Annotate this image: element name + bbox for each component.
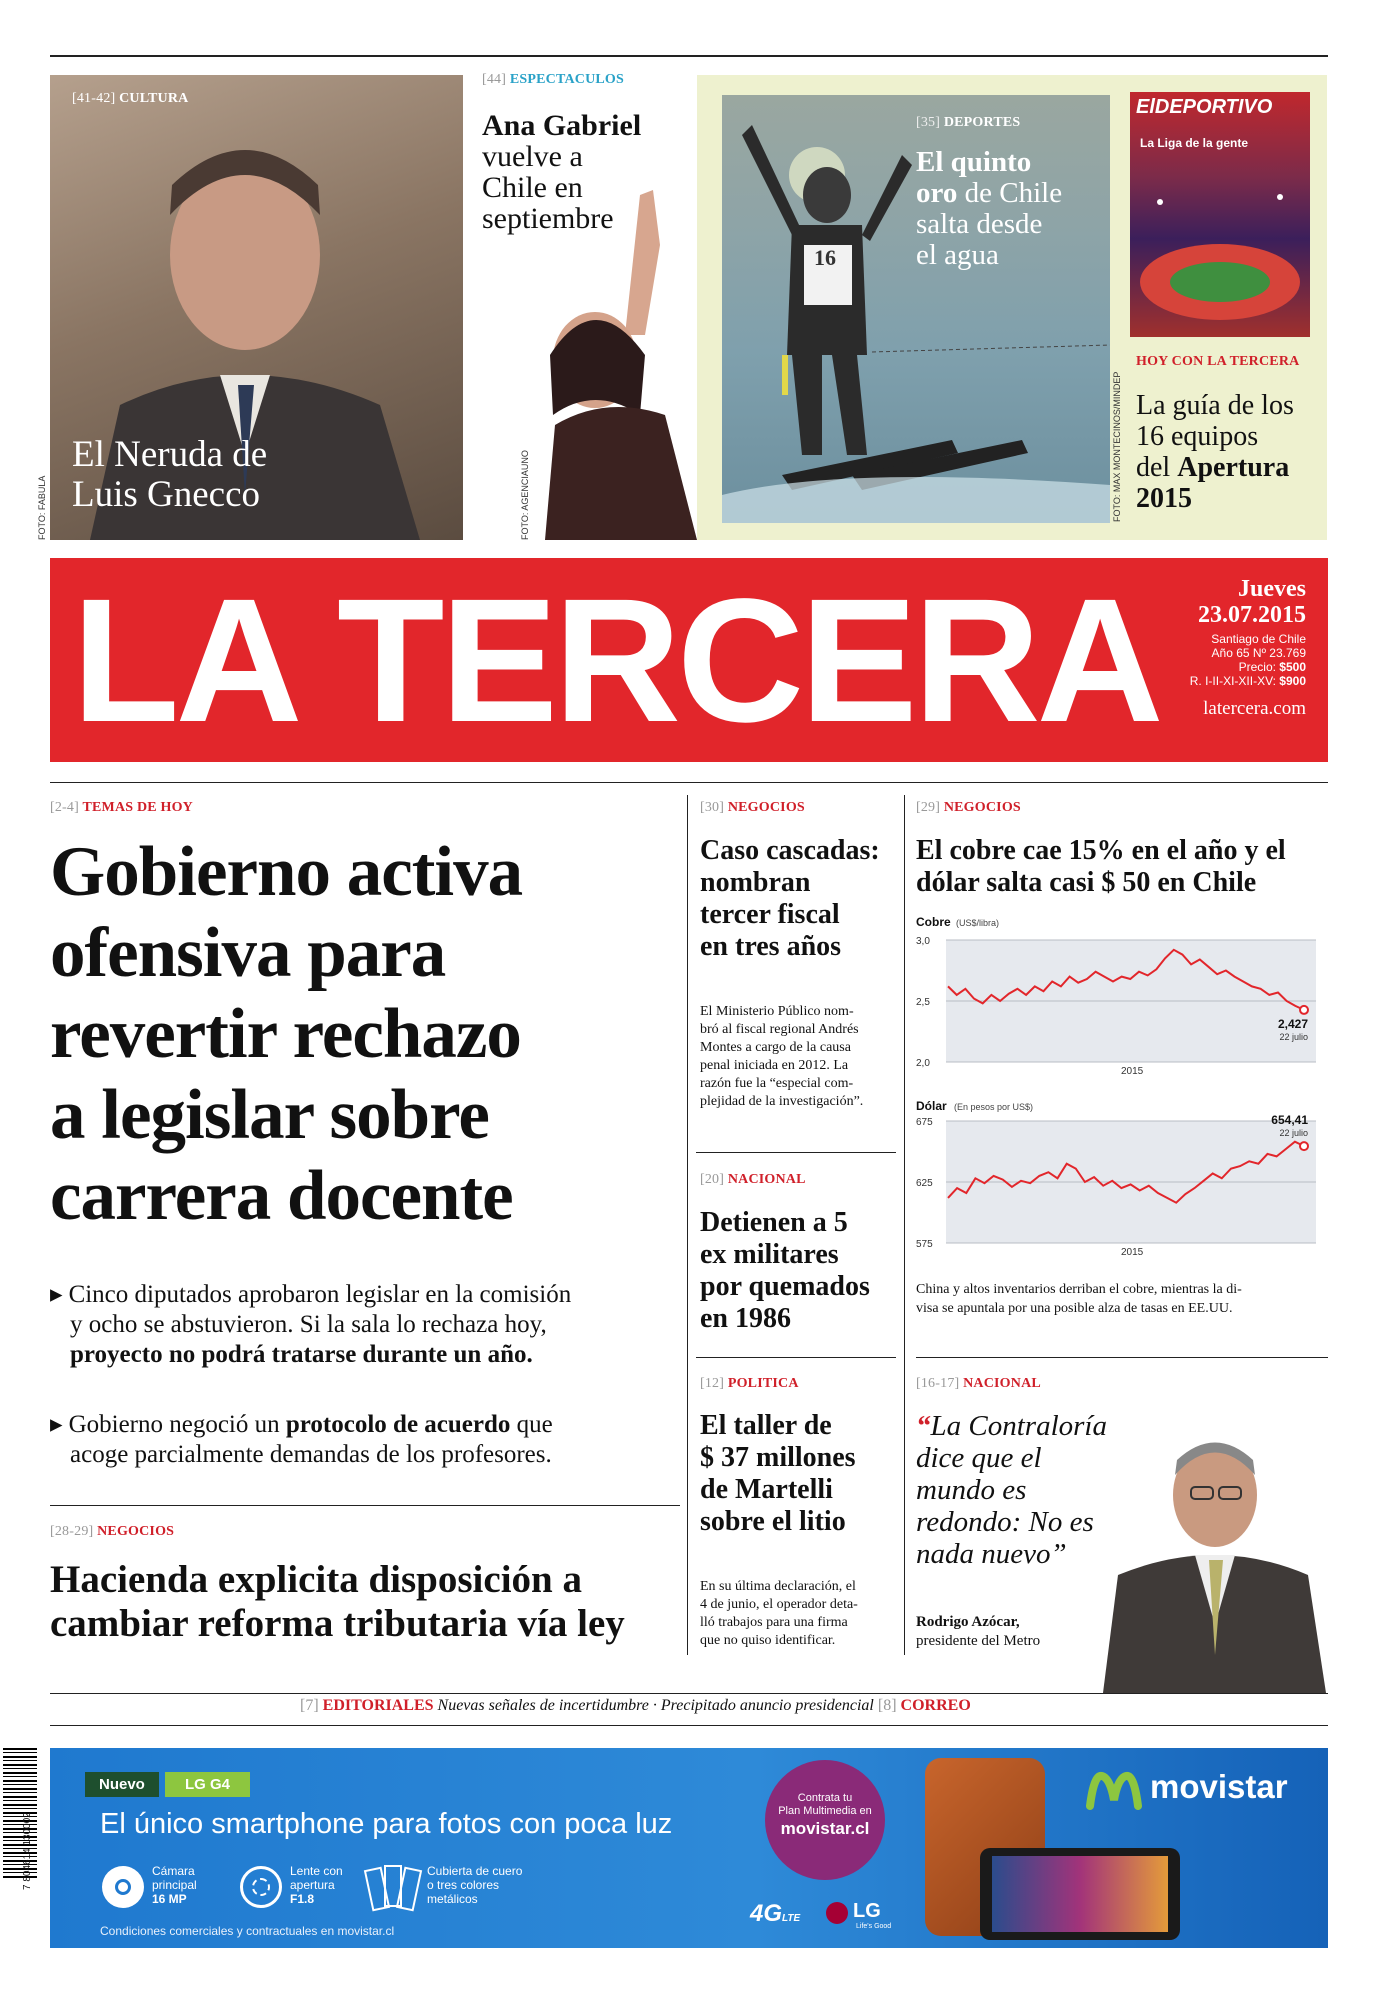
ad-feature-lens: Lente con apertura F1.8 [290, 1864, 343, 1906]
movistar-logo: movistar [1150, 1768, 1288, 1805]
azocar-photo[interactable] [1093, 1425, 1326, 1693]
cobre-chart-title: Cobre [916, 915, 951, 929]
cobre-last-point [1300, 1006, 1308, 1014]
deportes-photo[interactable] [722, 95, 1110, 523]
cobre-ytick-label: 3,0 [916, 936, 930, 947]
deportivo-magazine-cover[interactable] [1130, 92, 1310, 337]
dolar-last-point [1300, 1142, 1308, 1150]
azocar-quote[interactable]: “La Contraloría dice que el mundo es redondo: No es nada nuevo” [916, 1410, 1107, 1570]
dolar-chart-title: Dólar [916, 1099, 947, 1113]
movistar-m-icon [1086, 1770, 1142, 1810]
lg-g4-phone-front [980, 1848, 1180, 1940]
cultura-section: [41-42] CULTURA [72, 91, 189, 106]
cascadas-section: [30] NEGOCIOS [700, 800, 805, 815]
copper-price-chart [916, 912, 1328, 1082]
lg-logo-icon [826, 1902, 848, 1924]
militares-headline[interactable]: Detienen a 5 ex militares por quemados en 1986 [700, 1207, 870, 1334]
ad-plan-circle[interactable]: Contrata tu Plan Multimedia en movistar.cl [765, 1760, 885, 1880]
lg-logo: LG [853, 1900, 881, 1922]
ad-legal: Condiciones comerciales y contractuales en movistar.cl [100, 1924, 395, 1938]
ad-headline: El único smartphone para fotos con poca luz [100, 1808, 673, 1840]
phone-covers-icon [368, 1862, 416, 1910]
stadium-illustration [1130, 92, 1310, 337]
dolar-xtick-label: 2015 [1121, 1247, 1144, 1258]
masthead-info: Jueves 23.07.2015 Santiago de Chile Año 65 Nº 23.769 Precio: $500 R. I-II-XI-XII-XV: $900 latercera.com [1189, 576, 1306, 719]
quote-attribution: Rodrigo Azócar, presidente del Metro [916, 1614, 1041, 1649]
deportes-section: [35] DEPORTES [916, 115, 1021, 130]
cultura-credit: FOTO: FABULA [37, 475, 47, 540]
deportes-credit: FOTO: MAX MONTECINOS/MINDEP [1112, 371, 1122, 522]
cobre-last-value-label: 2,427 [1277, 1016, 1308, 1031]
4g-lte-logo: 4GLTE [750, 1900, 801, 1927]
militares-section: [20] NACIONAL [700, 1172, 806, 1187]
site-url[interactable]: latercera.com [1203, 698, 1306, 719]
deportivo-headline[interactable]: La guía de los 16 equipos del Apertura 2015 [1136, 390, 1294, 514]
cobre-ytick-label: 2,5 [916, 997, 930, 1008]
cobre-caption: China y altos inventarios derriban el cobre, mientras la di- visa se apuntala por una posible alza de tasas en EE.UU. [916, 1282, 1242, 1316]
cobre-chart-unit: (US$/libra) [956, 918, 1000, 928]
hacienda-section: [28-29] NEGOCIOS [50, 1524, 175, 1539]
la-tercera-logo[interactable]: LA TERCERA [72, 563, 1160, 759]
hacienda-headline[interactable]: Hacienda explicita disposición a cambiar reforma tributaria vía ley [50, 1558, 625, 1645]
cobre-xtick-label: 2015 [1121, 1066, 1144, 1077]
main-bullet-1: ▸ Cinco diputados aprobaron legislar en la comisión y ocho se abstuvieron. Si la sala lo rechaza hoy, proyecto no podrá tratarse durante un año. [50, 1280, 690, 1370]
dollar-price-chart [916, 1093, 1328, 1263]
deportivo-mag-sub: La Liga de la gente [1140, 136, 1249, 150]
dolar-ytick-label: 575 [916, 1239, 933, 1250]
cobre-ytick-label: 2,0 [916, 1058, 930, 1069]
barcode-number: 7 804614 130002 [22, 1812, 33, 1890]
lg-tagline: Life's Good [856, 1923, 892, 1930]
cobre-last-date-label: 22 julio [1279, 1031, 1308, 1042]
masthead [50, 558, 1328, 762]
ad-feature-cover: Cubierta de cuero o tres colores metálicos [427, 1864, 523, 1906]
cobre-section: [29] NEGOCIOS [916, 800, 1021, 815]
singer-illustration [545, 185, 697, 540]
dolar-last-date-label: 22 julio [1279, 1128, 1308, 1139]
ad-badge-new: Nuevo [85, 1772, 159, 1797]
cascadas-body: El Ministerio Público nom- bró al fiscal regional Andrés Montes a cargo de la causa penal iniciada en 2012. La razón fue la “especial com- plejidad de la investigación”. [700, 1004, 864, 1109]
cascadas-headline[interactable]: Caso cascadas: nombran tercer fiscal en tres años [700, 835, 880, 962]
espectaculos-headline[interactable]: Ana Gabriel vuelve a Chile en septiembre [482, 109, 642, 235]
hoy-con-la-tercera: HOY CON LA TERCERA [1136, 354, 1300, 369]
espectaculos-credit: FOTO: AGENCIAUNO [520, 450, 530, 540]
deportes-headline[interactable]: El quinto oro de Chile salta desde el agua [916, 146, 1063, 271]
litio-body: En su última declaración, el 4 de junio, el operador deta- lló trabajos para una firma que no quiso identificar. [700, 1579, 858, 1648]
aperture-icon [240, 1866, 282, 1908]
movistar-lg-ad[interactable] [50, 1748, 1328, 1948]
dolar-ytick-label: 675 [916, 1117, 933, 1128]
cultura-photo[interactable] [50, 75, 463, 540]
litio-section: [12] POLITICA [700, 1376, 799, 1391]
camera-icon [102, 1866, 144, 1908]
man-in-suit-illustration [1093, 1425, 1326, 1693]
skier-bib: 16 [814, 245, 836, 270]
cobre-headline[interactable]: El cobre cae 15% en el año y el dólar salta casi $ 50 en Chile [916, 835, 1286, 898]
dolar-ytick-label: 625 [916, 1178, 933, 1189]
main-section: [2-4] TEMAS DE HOY [50, 800, 193, 815]
ana-gabriel-photo[interactable] [545, 185, 697, 540]
main-bullet-2: ▸ Gobierno negoció un protocolo de acuerdo que acoge parcialmente demandas de los profesores. [50, 1410, 690, 1470]
espectaculos-section: [44] ESPECTACULOS [482, 72, 624, 87]
cultura-caption[interactable]: El Neruda de Luis Gnecco [72, 434, 268, 515]
dolar-chart-unit: (En pesos por US$) [954, 1102, 1034, 1112]
ad-badge-model: LG G4 [165, 1772, 250, 1797]
editorial-strip[interactable]: [7] EDITORIALES Nuevas señales de incertidumbre · Precipitado anuncio presidencial [8] CORREO [300, 1697, 971, 1714]
dolar-last-value-label: 654,41 [1271, 1113, 1308, 1128]
deportivo-mag-title: ElDEPORTIVO [1136, 96, 1273, 118]
quote-section: [16-17] NACIONAL [916, 1376, 1041, 1391]
litio-headline[interactable]: El taller de $ 37 millones de Martelli sobre el litio [700, 1410, 856, 1537]
main-headline[interactable]: Gobierno activa ofensiva para revertir rechazo a legislar sobre carrera docente [50, 833, 523, 1235]
ad-feature-camera: Cámara principal 16 MP [152, 1864, 197, 1906]
